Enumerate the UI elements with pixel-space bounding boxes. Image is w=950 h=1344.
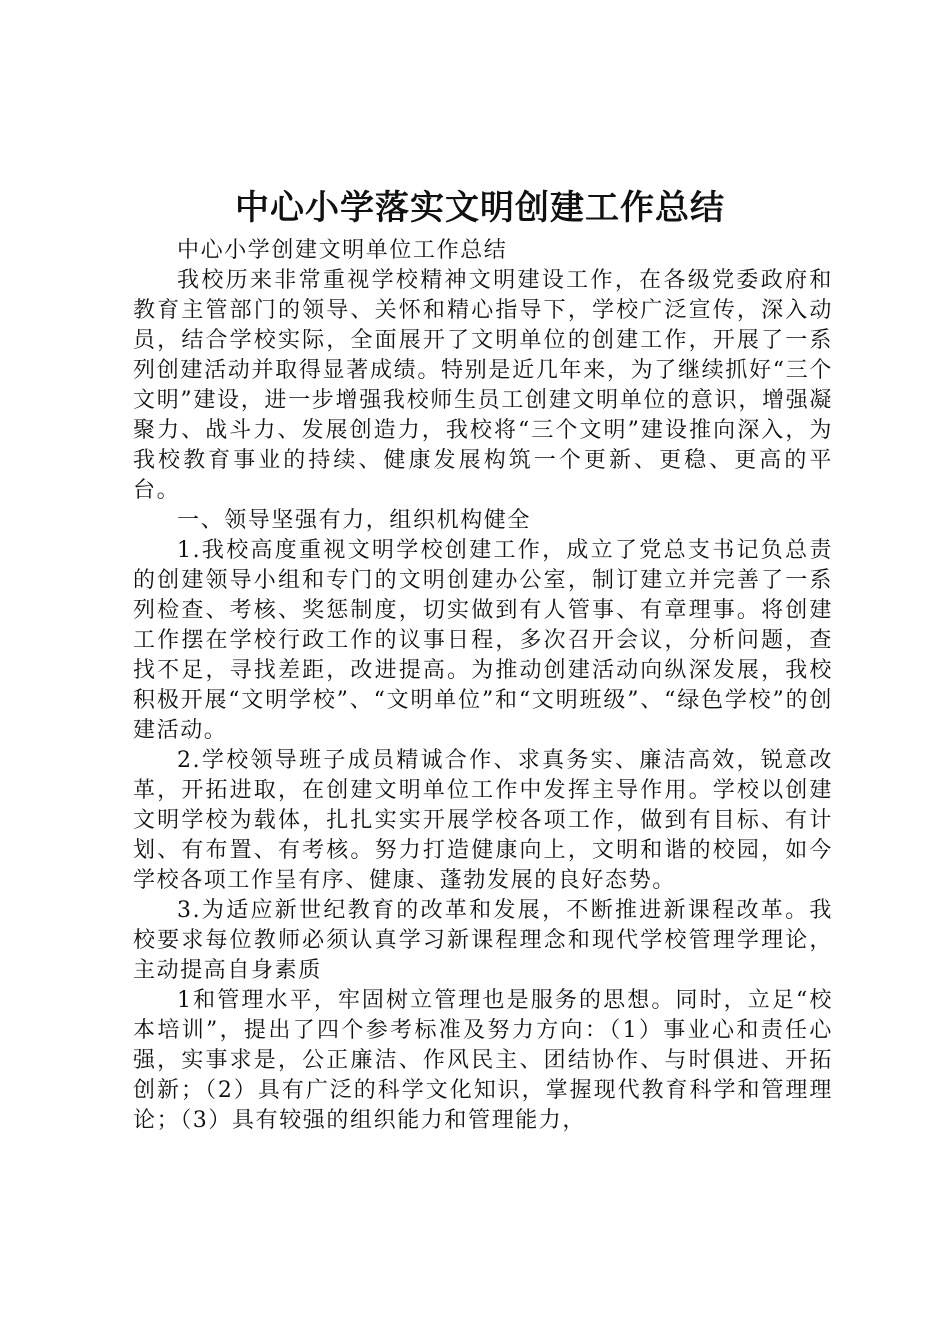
document-body: [133, 236, 833, 1136]
item-3-paragraph: 3.为适应新世纪教育的改革和发展，不断推进新课程改革。我校要求每位教师必须认真学习新课程理念和现代学校管理学理论，主动提高自身素质: [133, 898, 833, 983]
item-1-paragraph: 1.我校高度重视文明学校创建工作，成立了党总支书记负总责的创建领导小组和专门的文明创建办公室，制订建立并完善了一系列检查、考核、奖惩制度，切实做到有人管事、有章理事。将创建工作摆在学校行政工作的议事日程，多次召开会议，分析问题，查找不足，寻找差距，改进提高。为推动创建活动向纵深发展，我校积极开展“文明学校”、“文明单位”和“文明班级”、“绿色学校”的创建活动。: [133, 538, 833, 743]
document-title: 中心小学落实文明创建工作总结: [235, 188, 725, 228]
section-heading: 一、领导坚强有力，组织机构健全: [177, 508, 532, 533]
intro-paragraph: 我校历来非常重视学校精神文明建设工作，在各级党委政府和教育主管部门的领导、关怀和精心指导下，学校广泛宣传，深入动员，结合学校实际，全面展开了文明单位的创建工作，开展了一系列创建活动并取得显著成绩。特别是近几年来，为了继续抓好“三个文明”建设，进一步增强我校师生员工创建文明单位的意识，增强凝聚力、战斗力、发展创造力，我校将“三个文明”建设推向深入，为我校教育事业的持续、健康发展构筑一个更新、更稳、更高的平台。: [133, 268, 833, 503]
item-2-paragraph: 2.学校领导班子成员精诚合作、求真务实、廉洁高效，锐意改革，开拓进取，在创建文明单位工作中发挥主导作用。学校以创建文明学校为载体，扎扎实实开展学校各项工作，做到有目标、有计划、有布置、有考核。努力打造健康向上，文明和谐的校园，如今学校各项工作呈有序、健康、蓬勃发展的良好态势。: [133, 748, 833, 893]
continuation-paragraph: 1和管理水平，牢固树立管理也是服务的思想。同时，立足“校本培训”，提出了四个参考标准及努力方向：（1）事业心和责任心强，实事求是，公正廉洁、作风民主、团结协作、与时俱进、开拓创新；（2）具有广泛的科学文化知识，掌握现代教育科学和管理理论；（3）具有较强的组织能力和管理能力，: [133, 988, 833, 1133]
subtitle-paragraph: 中心小学创建文明单位工作总结: [177, 238, 508, 263]
